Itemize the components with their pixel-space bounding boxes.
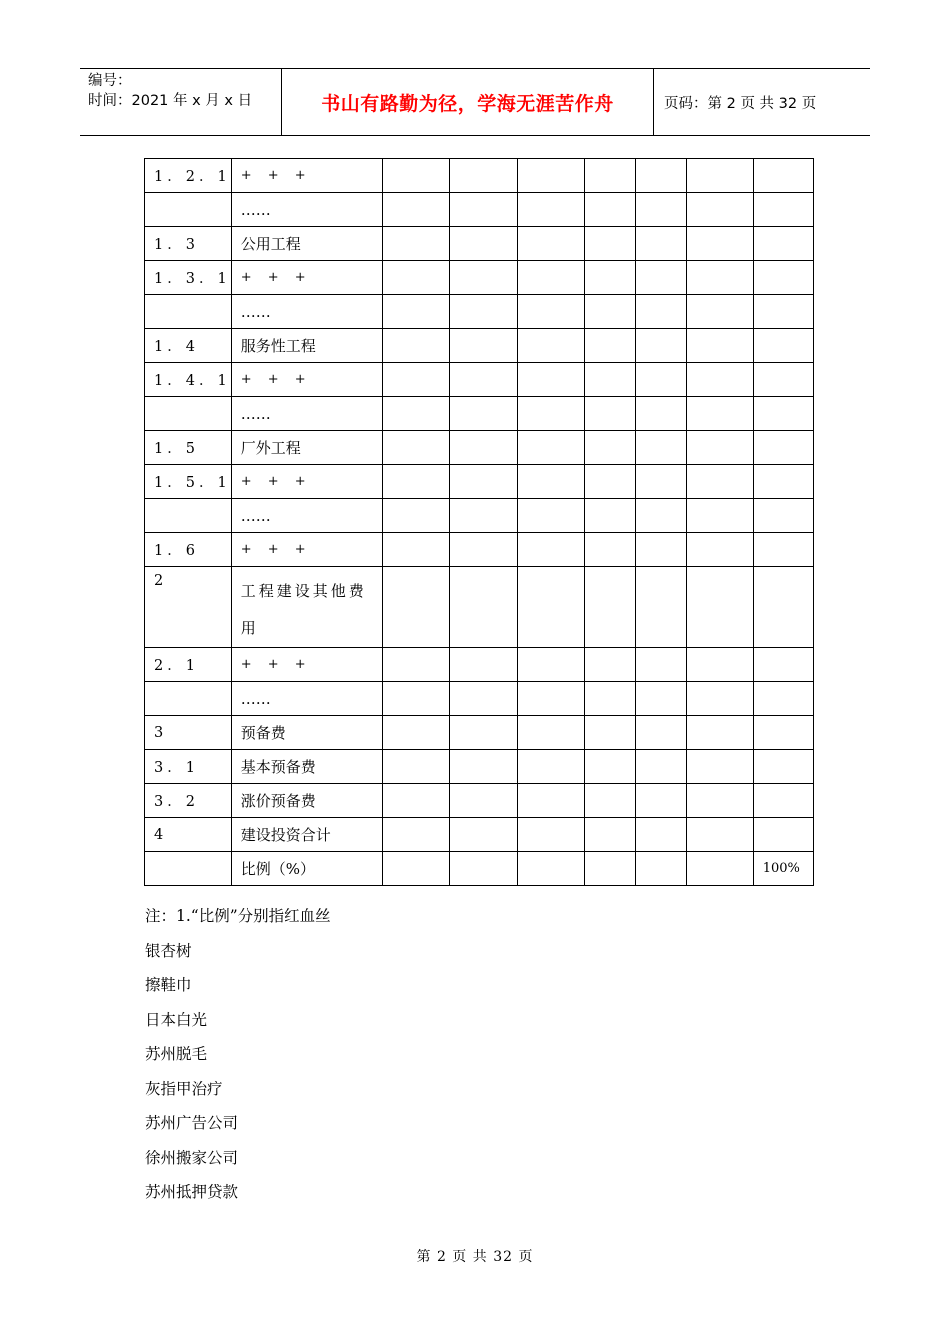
note-line: 苏州抵押贷款 xyxy=(145,1183,239,1201)
value-cell xyxy=(635,261,686,295)
value-cell xyxy=(686,159,753,193)
table-row xyxy=(145,716,814,750)
value-cell xyxy=(635,363,686,397)
value-cell: 100% xyxy=(753,852,813,886)
table-row xyxy=(145,465,814,499)
value-cell xyxy=(517,750,584,784)
value-cell xyxy=(449,499,517,533)
row-name-cell: 基本预备费 xyxy=(231,750,382,784)
page-header xyxy=(80,68,870,136)
row-name-cell: …… xyxy=(231,682,382,716)
header-motto: 书山有路勤为径，学海无涯苦作舟 xyxy=(282,69,654,135)
value-cell xyxy=(517,363,584,397)
row-number-cell: 3．2 xyxy=(145,784,232,818)
number-label: 编号： xyxy=(88,73,132,89)
value-cell xyxy=(584,261,635,295)
value-cell xyxy=(382,465,449,499)
table-row xyxy=(145,682,814,716)
table-row xyxy=(145,295,814,329)
row-name-cell: …… xyxy=(231,193,382,227)
value-cell xyxy=(517,295,584,329)
value-cell xyxy=(517,397,584,431)
value-cell xyxy=(382,363,449,397)
value-cell xyxy=(686,533,753,567)
value-cell xyxy=(686,397,753,431)
value-cell xyxy=(449,567,517,648)
value-cell xyxy=(517,431,584,465)
table-row xyxy=(145,567,814,648)
value-cell xyxy=(686,465,753,499)
row-name-cell: 公用工程 xyxy=(231,227,382,261)
value-cell xyxy=(584,363,635,397)
value-cell xyxy=(517,261,584,295)
value-cell xyxy=(517,682,584,716)
value-cell xyxy=(635,397,686,431)
value-cell xyxy=(382,499,449,533)
table-row xyxy=(145,363,814,397)
value-cell xyxy=(635,193,686,227)
value-cell xyxy=(753,784,813,818)
value-cell xyxy=(686,295,753,329)
note-line: 银杏树 xyxy=(145,941,192,960)
value-cell xyxy=(382,852,449,886)
value-cell xyxy=(584,784,635,818)
value-cell xyxy=(449,261,517,295)
header-meta xyxy=(80,69,282,135)
value-cell xyxy=(382,818,449,852)
row-name-cell: 建设投资合计 xyxy=(231,818,382,852)
value-cell xyxy=(517,784,584,818)
value-cell xyxy=(635,750,686,784)
page-footer: 第 2 页 共 32 页 xyxy=(416,1249,534,1265)
notes-section xyxy=(145,902,331,1213)
value-cell xyxy=(686,682,753,716)
note-line: 苏州脱毛 xyxy=(145,1045,208,1063)
value-cell xyxy=(382,329,449,363)
value-cell xyxy=(517,499,584,533)
value-cell xyxy=(686,716,753,750)
value-cell xyxy=(635,465,686,499)
value-cell xyxy=(584,750,635,784)
table-row xyxy=(145,159,814,193)
value-cell xyxy=(635,329,686,363)
value-cell xyxy=(584,852,635,886)
value-cell xyxy=(517,716,584,750)
value-cell xyxy=(753,431,813,465)
value-cell xyxy=(753,648,813,682)
note-line: 苏州广告公司 xyxy=(145,1114,239,1132)
value-cell xyxy=(753,818,813,852)
value-cell xyxy=(382,261,449,295)
value-cell xyxy=(753,682,813,716)
value-cell xyxy=(517,193,584,227)
value-cell xyxy=(635,533,686,567)
value-cell xyxy=(449,784,517,818)
value-cell xyxy=(449,750,517,784)
value-cell xyxy=(753,465,813,499)
value-cell xyxy=(584,648,635,682)
value-cell xyxy=(686,363,753,397)
value-cell xyxy=(686,499,753,533)
header-page-info: 页码：第 2 页 共 32 页 xyxy=(664,95,817,112)
row-name-cell: …… xyxy=(231,295,382,329)
value-cell xyxy=(382,648,449,682)
value-cell xyxy=(584,397,635,431)
value-cell xyxy=(686,818,753,852)
row-name-cell: + + + xyxy=(231,648,382,682)
value-cell xyxy=(753,750,813,784)
row-number-cell: 4 xyxy=(145,818,232,852)
row-number-cell xyxy=(145,852,232,886)
value-cell xyxy=(635,227,686,261)
value-cell xyxy=(382,567,449,648)
value-cell xyxy=(686,261,753,295)
row-number-cell: 1．6 xyxy=(145,533,232,567)
value-cell xyxy=(635,784,686,818)
value-cell xyxy=(584,533,635,567)
value-cell xyxy=(449,818,517,852)
value-cell xyxy=(382,533,449,567)
value-cell xyxy=(517,567,584,648)
row-name-cell: 工程建设其他费用 xyxy=(231,567,382,648)
value-cell xyxy=(449,329,517,363)
row-number-cell xyxy=(145,193,232,227)
value-cell xyxy=(449,648,517,682)
value-cell xyxy=(635,295,686,329)
value-cell xyxy=(753,363,813,397)
value-cell xyxy=(382,159,449,193)
value-cell xyxy=(686,193,753,227)
row-number-cell: 1．3．1 xyxy=(145,261,232,295)
row-number-cell: 1．5 xyxy=(145,431,232,465)
value-cell xyxy=(753,295,813,329)
value-cell xyxy=(449,716,517,750)
table-row xyxy=(145,852,814,886)
row-number-cell: 1．2．1 xyxy=(145,159,232,193)
table-row xyxy=(145,648,814,682)
value-cell xyxy=(635,648,686,682)
value-cell xyxy=(449,227,517,261)
value-cell xyxy=(382,193,449,227)
row-number-cell: 1．4．1 xyxy=(145,363,232,397)
value-cell xyxy=(635,818,686,852)
value-cell xyxy=(753,227,813,261)
value-cell xyxy=(449,682,517,716)
note-line: 徐州搬家公司 xyxy=(145,1148,239,1167)
value-cell xyxy=(382,227,449,261)
value-cell xyxy=(686,750,753,784)
value-cell xyxy=(517,852,584,886)
value-cell xyxy=(584,193,635,227)
table-row xyxy=(145,750,814,784)
value-cell xyxy=(382,784,449,818)
row-number-cell xyxy=(145,295,232,329)
note-line: 灰指甲治疗 xyxy=(145,1079,223,1098)
value-cell xyxy=(449,159,517,193)
value-cell xyxy=(584,716,635,750)
value-cell xyxy=(449,295,517,329)
value-cell xyxy=(686,567,753,648)
value-cell xyxy=(382,295,449,329)
value-cell xyxy=(517,329,584,363)
value-cell xyxy=(635,682,686,716)
value-cell xyxy=(517,465,584,499)
value-cell xyxy=(753,716,813,750)
investment-table xyxy=(144,158,814,886)
value-cell xyxy=(449,431,517,465)
value-cell xyxy=(449,397,517,431)
value-cell xyxy=(686,431,753,465)
value-cell xyxy=(635,567,686,648)
value-cell xyxy=(584,227,635,261)
note-line: 日本白光 xyxy=(145,1010,208,1029)
value-cell xyxy=(449,852,517,886)
table-row xyxy=(145,329,814,363)
row-number-cell: 1．5．1 xyxy=(145,465,232,499)
value-cell xyxy=(449,465,517,499)
value-cell xyxy=(449,193,517,227)
value-cell xyxy=(584,567,635,648)
value-cell xyxy=(635,159,686,193)
value-cell xyxy=(517,648,584,682)
value-cell xyxy=(753,261,813,295)
table-row xyxy=(145,818,814,852)
value-cell xyxy=(686,648,753,682)
table-row xyxy=(145,533,814,567)
value-cell xyxy=(449,363,517,397)
row-number-cell: 1．3 xyxy=(145,227,232,261)
row-number-cell: 1．4 xyxy=(145,329,232,363)
value-cell xyxy=(449,533,517,567)
row-name-cell: + + + xyxy=(231,465,382,499)
value-cell xyxy=(382,397,449,431)
value-cell xyxy=(382,750,449,784)
table-row xyxy=(145,431,814,465)
value-cell xyxy=(584,499,635,533)
table-row xyxy=(145,784,814,818)
table-row xyxy=(145,261,814,295)
value-cell xyxy=(686,227,753,261)
row-name-cell: 服务性工程 xyxy=(231,329,382,363)
row-name-cell: 厂外工程 xyxy=(231,431,382,465)
value-cell xyxy=(584,329,635,363)
value-cell xyxy=(753,499,813,533)
row-number-cell: 3．1 xyxy=(145,750,232,784)
row-name-cell: 比例（%） xyxy=(231,852,382,886)
row-name-cell: + + + xyxy=(231,159,382,193)
value-cell xyxy=(584,465,635,499)
row-number-cell xyxy=(145,397,232,431)
value-cell xyxy=(635,499,686,533)
table-row xyxy=(145,193,814,227)
time-label: 时间：2021 年 x 月 x 日 xyxy=(88,93,253,109)
value-cell xyxy=(584,818,635,852)
row-name-cell: 预备费 xyxy=(231,716,382,750)
value-cell xyxy=(584,431,635,465)
value-cell xyxy=(382,716,449,750)
value-cell xyxy=(517,159,584,193)
value-cell xyxy=(753,567,813,648)
value-cell xyxy=(517,818,584,852)
value-cell xyxy=(686,852,753,886)
value-cell xyxy=(584,295,635,329)
row-name-cell: + + + xyxy=(231,363,382,397)
row-number-cell: 2 xyxy=(145,567,232,648)
value-cell xyxy=(686,784,753,818)
row-name-cell: + + + xyxy=(231,533,382,567)
value-cell xyxy=(517,227,584,261)
value-cell xyxy=(753,533,813,567)
value-cell xyxy=(753,397,813,431)
value-cell xyxy=(635,852,686,886)
value-cell xyxy=(382,431,449,465)
row-number-cell xyxy=(145,499,232,533)
value-cell xyxy=(584,682,635,716)
row-name-cell: 涨价预备费 xyxy=(231,784,382,818)
value-cell xyxy=(753,329,813,363)
value-cell xyxy=(382,682,449,716)
row-name-cell: …… xyxy=(231,499,382,533)
value-cell xyxy=(517,533,584,567)
value-cell xyxy=(753,193,813,227)
table-row xyxy=(145,499,814,533)
note-line: 擦鞋巾 xyxy=(145,976,192,994)
row-name-cell: …… xyxy=(231,397,382,431)
row-number-cell: 2．1 xyxy=(145,648,232,682)
note-heading: 注：1.“比例”分别指红血丝 xyxy=(145,907,331,925)
value-cell xyxy=(635,716,686,750)
value-cell xyxy=(753,159,813,193)
value-cell xyxy=(686,329,753,363)
value-cell xyxy=(584,159,635,193)
row-name-cell: + + + xyxy=(231,261,382,295)
value-cell xyxy=(635,431,686,465)
table-row xyxy=(145,227,814,261)
row-number-cell xyxy=(145,682,232,716)
row-number-cell: 3 xyxy=(145,716,232,750)
table-row xyxy=(145,397,814,431)
